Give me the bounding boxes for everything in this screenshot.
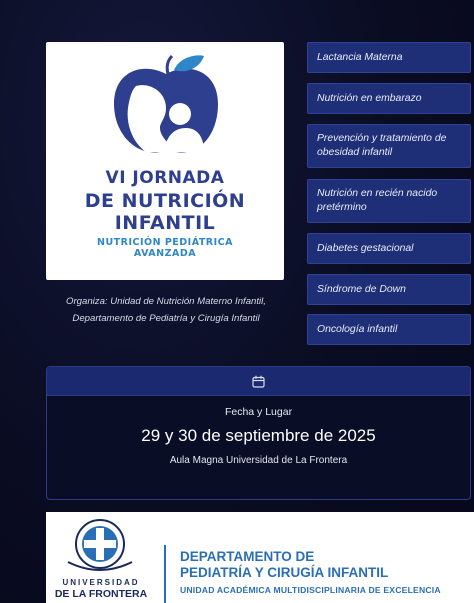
event-logo	[46, 42, 284, 280]
university-seal-icon	[64, 516, 136, 576]
logo-subtitle-line2: AVANZADA	[133, 248, 197, 259]
topic-item-diabetes[interactable]: Diabetes gestacional	[307, 233, 471, 264]
university-name-line2: DE LA FRONTERA	[54, 588, 148, 600]
topic-item-down[interactable]: Síndrome de Down	[307, 274, 471, 305]
event-place: Aula Magna Universidad de La Frontera	[169, 455, 348, 466]
department-line2: PEDIATRÍA Y CIRUGÍA INFANTIL	[180, 565, 389, 580]
mother-child-apple-icon	[106, 52, 224, 164]
logo-title-line2: DE NUTRICIÓN	[84, 190, 246, 212]
banner-divider	[164, 545, 166, 603]
topic-item-lactancia[interactable]: Lactancia Materna	[307, 42, 471, 73]
department-line3: UNIDAD ACADÉMICA MULTIDISCIPLINARIA DE EXCELENCIA	[180, 585, 441, 595]
department-line1: DEPARTAMENTO DE	[180, 549, 315, 564]
logo-title-line1: VI JORNADA	[105, 168, 225, 188]
event-info-header	[47, 367, 470, 396]
organizer-text	[46, 293, 286, 327]
event-info-card	[46, 366, 471, 500]
logo-title-line3: INFANTIL	[114, 212, 216, 234]
topic-item-pretermino[interactable]: Nutrición en recién nacido pretérmino	[307, 179, 471, 223]
topic-item-embarazo[interactable]: Nutrición en embarazo	[307, 83, 471, 114]
organizer-line1: Organiza: Unidad de Nutrición Materno Infantil,	[66, 296, 266, 307]
university-name-line1: UNIVERSIDAD	[62, 578, 140, 587]
event-dates: 29 y 30 de septiembre de 2025	[141, 426, 376, 445]
topic-item-oncologia[interactable]: Oncología infantil	[307, 314, 471, 345]
university-banner	[46, 512, 474, 603]
event-info-label: Fecha y Lugar	[224, 406, 293, 418]
topic-item-obesidad[interactable]: Prevención y tratamiento de obesidad infantil	[307, 124, 471, 168]
calendar-icon	[252, 375, 265, 388]
organizer-line2: Departamento de Pediatría y Cirugía Infantil	[72, 313, 260, 324]
logo-subtitle-line1: NUTRICIÓN PEDIÁTRICA	[97, 237, 233, 248]
